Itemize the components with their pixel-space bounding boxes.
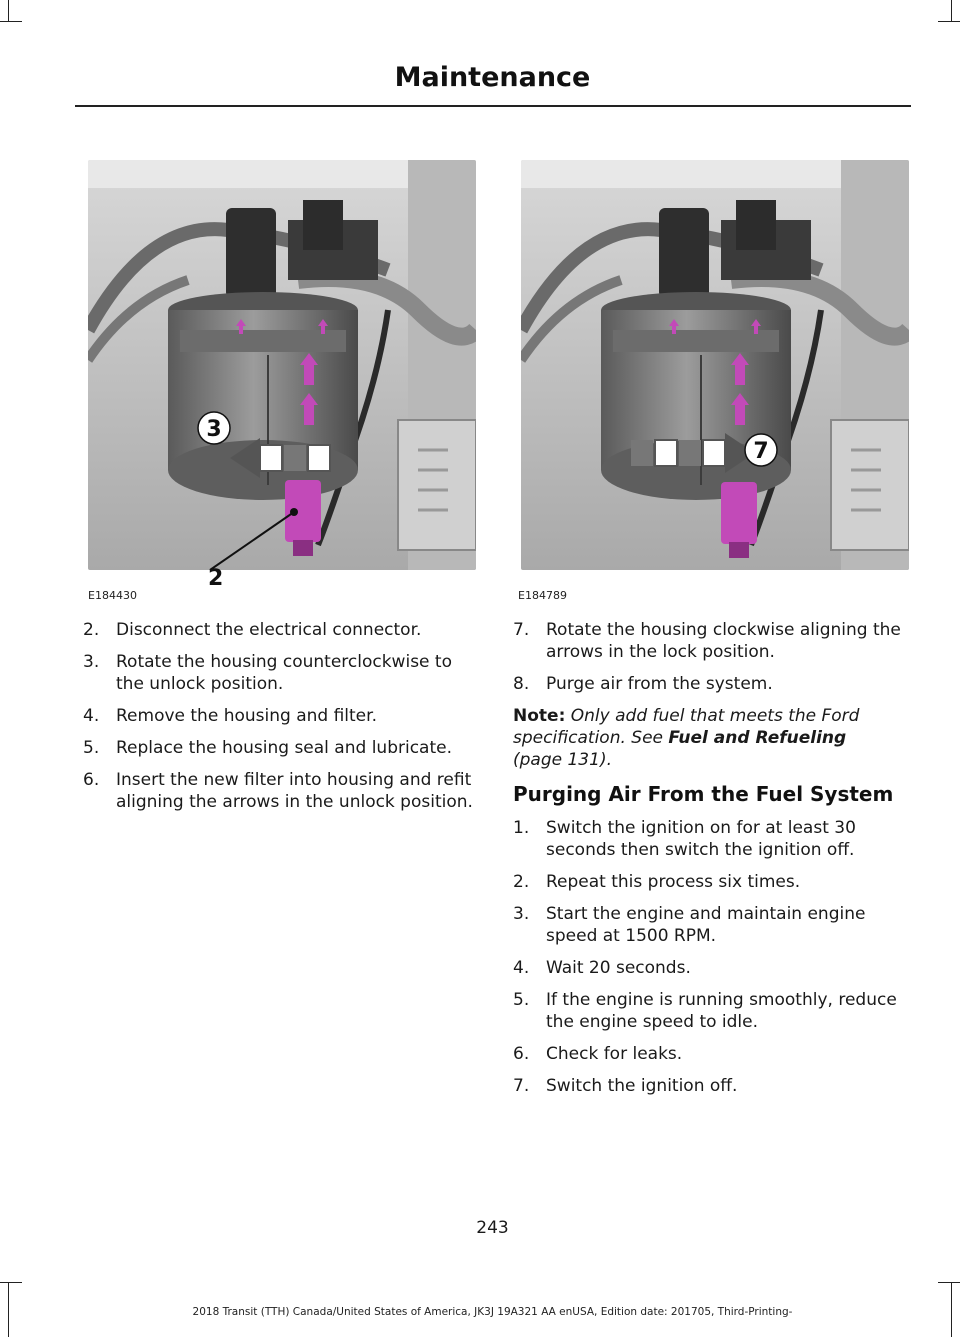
cross-reference-link[interactable]: Fuel and Refueling [668,728,847,748]
list-item: 5. Replace the housing seal and lubricate. [83,738,452,758]
header-divider [75,105,911,107]
list-item: 1. Switch the ignition on for at least 30 seconds then switch the ignition off. [513,818,856,860]
left-column [83,619,483,823]
list-item: 4. Remove the housing and filter. [83,706,377,726]
callout-3: 3 [206,417,222,442]
crop-mark [8,0,9,22]
figure-id: E184430 [88,589,137,602]
list-item: 7. Rotate the housing clockwise aligning the arrows in the lock position. [513,620,901,662]
fuel-filter-lock-illustration [521,160,909,570]
callout-7: 7 [753,439,769,464]
page-number: 243 [476,1218,509,1238]
note [513,705,913,771]
crop-mark [0,21,22,22]
crop-mark [938,21,960,22]
list-item: 6. Check for leaks. [513,1044,683,1064]
note-label: Note: [513,706,566,726]
list-item: 7. Switch the ignition off. [513,1076,738,1096]
note-text: Only add fuel that meets the Ford specification. See [513,706,860,748]
list-item: 3. Start the engine and maintain engine speed at 1500 RPM. [513,904,866,946]
footer-edition-info: 2018 Transit (TTH) Canada/United States of America, JK3J 19A321 AA enUSA, Edition date: 201705, Third-Printing- [192,1306,793,1318]
fuel-filter-unlock-illustration [88,160,476,570]
list-item: 2. Disconnect the electrical connector. [83,620,422,640]
crop-mark [938,1282,960,1283]
crop-mark [0,1282,22,1283]
list-item: 2. Repeat this process six times. [513,872,801,892]
list-item: 5. If the engine is running smoothly, reduce the engine speed to idle. [513,990,897,1032]
right-column [513,619,913,1107]
figure-id: E184789 [518,589,567,602]
step-list [513,619,913,695]
purge-step-list [513,817,913,1097]
crop-mark [951,0,952,22]
section-heading: Purging Air From the Fuel System [513,782,894,806]
page-reference: (page 131). [513,750,612,770]
list-item: 4. Wait 20 seconds. [513,958,691,978]
step-list [83,619,483,813]
callout-2: 2 [208,566,224,591]
page-title: Maintenance [394,62,591,93]
list-item: 8. Purge air from the system. [513,674,773,694]
list-item: 3. Rotate the housing counterclockwise to the unlock position. [83,652,452,694]
list-item: 6. Insert the new filter into housing and refit aligning the arrows in the unlock position. [83,770,473,812]
